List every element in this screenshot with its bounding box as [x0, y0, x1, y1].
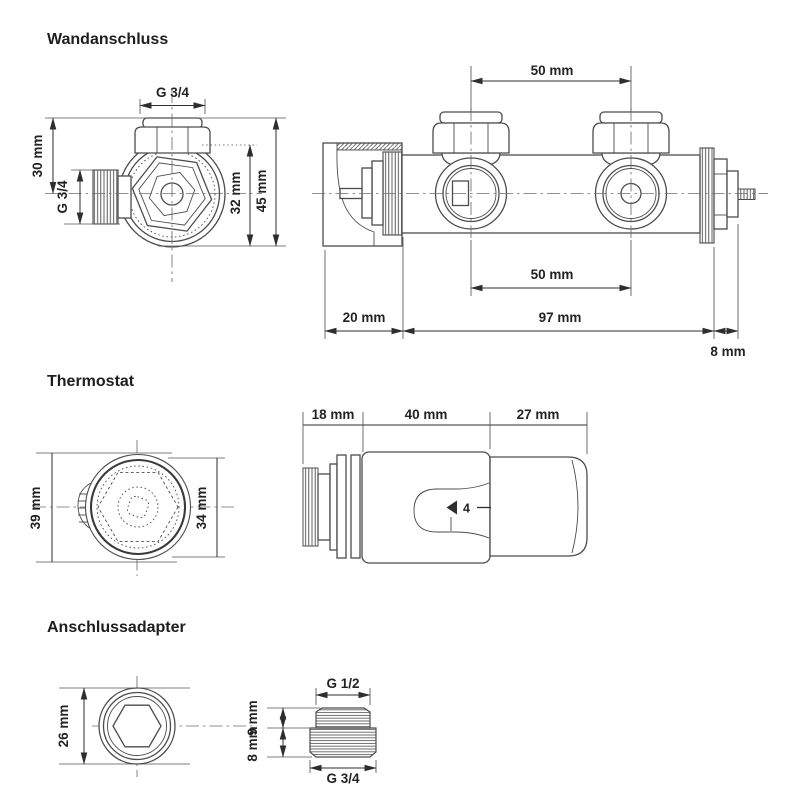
label-30mm: 30 mm: [30, 134, 45, 178]
side-thread-collar: [118, 176, 131, 218]
right-spindle-pin: [738, 189, 755, 200]
adapter-outer-circle: [99, 688, 175, 764]
section-title-wall-connection: Wandanschluss: [47, 31, 169, 48]
adapter-thread-small: [316, 708, 370, 728]
label-40mm: 40 mm: [404, 407, 448, 422]
label-26mm: 26 mm: [56, 704, 71, 748]
label-g12: G 1/2: [326, 676, 360, 691]
wall-hatch: [337, 143, 402, 150]
thermostat-body: [362, 452, 490, 563]
right-thread-ring: [700, 148, 714, 243]
head-outer-circle: [86, 455, 191, 560]
label-45mm: 45 mm: [254, 169, 269, 213]
side-thread: [93, 170, 118, 224]
label-g34: G 3/4: [326, 771, 360, 786]
connector-knurl: [303, 468, 318, 546]
label-9mm: 9 mm: [245, 700, 260, 736]
label-thread-top: G 3/4: [155, 85, 190, 100]
label-97mm: 97 mm: [538, 310, 582, 325]
label-thread-side: G 3/4: [55, 180, 70, 214]
flange-ring-1: [337, 455, 346, 558]
label-32mm: 32 mm: [228, 171, 243, 215]
section-title-adapter: Anschlussadapter: [47, 619, 186, 636]
dial-setting: 4: [463, 501, 470, 516]
label-8mm-adapter: 8 mm: [245, 726, 260, 762]
union-nut: [135, 127, 210, 153]
flange-ring-2: [351, 455, 360, 558]
label-20mm: 20 mm: [342, 310, 386, 325]
adapter-thread-large: [310, 728, 376, 757]
thermostat-knob: [490, 457, 587, 556]
section-title-thermostat: Thermostat: [47, 373, 135, 390]
label-8mm: 8 mm: [710, 344, 746, 359]
label-39mm: 39 mm: [28, 486, 43, 530]
label-27mm: 27 mm: [516, 407, 560, 422]
label-18mm: 18 mm: [311, 407, 355, 422]
label-50mm-top: 50 mm: [530, 63, 574, 78]
label-50mm-bottom: 50 mm: [530, 267, 574, 282]
label-34mm: 34 mm: [194, 486, 209, 530]
